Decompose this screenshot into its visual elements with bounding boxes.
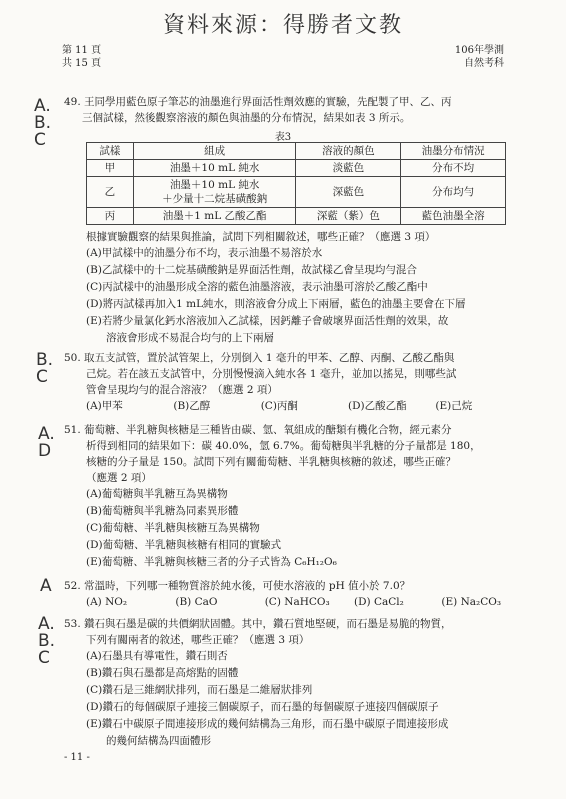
option-a: (A)甲苯 [86,400,123,412]
handwritten-answer-q53 [38,616,55,667]
option-e: (E)鑽石中碳原子間連接形成的幾何結構為三角形，而石墨中碳原子間連接形成 [86,718,449,730]
subject-name: 自然考科 [464,58,504,69]
handwritten-mark: B. [34,113,52,133]
table-cell: 分布均勻 [401,177,506,208]
table-header-cell: 油墨分布情況 [401,143,506,160]
question-line: 下列有關兩者的敘述，哪些正確？（應選 3 項） [86,634,310,646]
option-a: (A)甲試樣中的油墨分布不均，表示油墨不易溶於水 [86,247,323,259]
handwritten-answer-q50 [36,352,53,386]
option-d: (D) CaCl₂ [354,596,404,608]
option-e: (E) Na₂CO₃ [441,596,502,608]
option-a: (A) NO₂ [86,596,128,608]
option-e: (E)己烷 [435,400,473,412]
option-e-continued: 溶液會形成不易混合均勻的上下兩層 [106,332,274,344]
handwritten-answer-q52 [40,578,52,595]
option-c: (C)丙酮 [260,400,298,412]
options-row [64,398,472,415]
handwritten-answer-q51 [38,426,55,460]
option-a: (A)葡萄糖與半乳糖互為異構物 [86,488,228,500]
page-number: 第 11 頁 [62,45,102,56]
question-line: 己烷。若在該五支試管中，分別慢慢滴入純水各 1 毫升，並加以搖晃，則哪些試 [86,368,457,380]
question-51 [64,422,481,571]
option-d: (D)將丙試樣再加入1 mL純水，則溶液會分成上下兩層，藍色的油墨主要會在下層 [86,298,466,310]
question-line: （應選 2 項） [86,472,152,484]
question-line: 三個試樣，然後觀察溶液的顏色與油墨的分布情況，結果如表 3 所示。 [82,112,411,124]
option-c: (C)鑽石是三維網狀排列，而石墨是二維層狀排列 [86,684,313,696]
question-50 [64,350,472,415]
handwritten-mark: A. [38,424,55,444]
exam-name: 106年學測 [454,45,504,56]
table-cell: 乙 [87,177,134,208]
table-row [87,177,506,208]
table-cell: 深藍色 [296,177,401,208]
question-line: 50. 取五支試管，置於試管架上，分別倒入 1 毫升的甲苯、乙醇、丙酮、乙酸乙酯與 [64,352,455,364]
option-d: (D)乙酸乙酯 [348,400,407,412]
table-cell: 分布不均 [401,160,506,177]
table-cell: 深藍（紫）色 [296,208,401,225]
table-cell: 甲 [87,160,134,177]
option-e: (E)葡萄糖、半乳糖與核糖三者的分子式皆為 C₆H₁₂O₆ [86,556,337,568]
handwritten-mark: C [34,130,46,150]
option-b: (B)乙試樣中的十二烷基磺酸鈉是界面活性劑，故試樣乙會呈現均勻混合 [86,264,417,276]
handwritten-mark: B. [38,631,56,651]
question-line: 析得到相同的結果如下：碳 40.0%，氫 6.7%。葡萄糖與半乳糖的分子量都是 180， [86,440,481,452]
table-row [87,208,506,225]
handwritten-mark: C [36,367,48,387]
option-c: (C) NaHCO₃ [264,596,330,608]
question-line: 49. 王同學用藍色原子筆芯的油墨進行界面活性劑效應的實驗，先配製了甲、乙、丙 [64,96,452,108]
options-row [64,594,501,611]
handwritten-mark: D [38,441,52,461]
table-row [87,160,506,177]
option-d: (D)葡萄糖、半乳糖與核糖有相同的實驗式 [86,539,282,551]
question-line: 51. 葡萄糖、半乳糖與核糖是三種皆由碳、氫、氧組成的醣類有機化合物，經元素分 [64,424,452,436]
table-cell: 淡藍色 [296,160,401,177]
handwritten-mark: A. [38,614,55,634]
question-line: 53. 鑽石與石墨是碳的共價網狀固體。其中，鑽石質地堅硬，而石墨是易脆的物質， [64,618,452,630]
table-header-cell: 試樣 [87,143,134,160]
table-cell: 丙 [87,208,134,225]
table-cell: 油墨＋1 mL 乙酸乙酯 [133,208,296,225]
option-b: (B)葡萄糖與半乳糖為同素異形體 [86,505,239,517]
option-c: (C)丙試樣中的油墨形成全溶的藍色油墨溶液，表示油墨可溶於乙酸乙酯中 [86,281,428,293]
header-right [455,44,504,70]
page-footer: - 11 - [64,752,90,763]
option-b: (B)鑽石與石墨都是高熔點的固體 [86,667,239,679]
table-header-row [87,143,506,160]
option-c: (C)葡萄糖、半乳糖與核糖互為異構物 [86,522,260,534]
option-e-continued: 的幾何結構為四面體形 [106,735,211,747]
table-cell: 油墨＋10 mL 純水 [133,160,296,177]
header-left [62,44,101,70]
question-line: 核糖的分子量是 150。試問下列有關葡萄糖、半乳糖與核糖的敘述，哪些正確？ [86,456,456,468]
question-prompt: 根據實驗觀察的結果與推論，試問下列相關敘述，哪些正確？（應選 3 項） [86,231,436,243]
option-b: (B)乙醇 [173,400,211,412]
total-pages: 共 15 頁 [62,58,102,69]
table-header-cell: 溶液的顏色 [296,143,401,160]
option-b: (B) CaO [175,596,218,608]
question-49-body [86,229,466,347]
table-header-cell: 組成 [133,143,296,160]
question-49 [64,94,452,126]
results-table [86,142,506,225]
question-line: 52. 常溫時，下列哪一種物質溶於純水後，可使水溶液的 pH 值小於 7.0？ [64,580,411,592]
question-53 [64,616,452,750]
table-cell: 藍色油墨全溶 [401,208,506,225]
table-cell: 油墨＋10 mL 純水 ＋少量十二烷基磺酸鈉 [133,177,296,208]
handwritten-mark: B. [36,350,54,370]
question-line: 管會呈現均勻的混合溶液？（應選 2 項） [86,384,278,396]
option-a: (A)石墨具有導電性，鑽石則否 [86,650,228,662]
option-d: (D)鑽石的每個碳原子連接三個碳原子，而石墨的每個碳原子連接四個碳原子 [86,701,439,713]
watermark-source: 資料來源：得勝者文教 [162,13,403,38]
handwritten-mark: A. [34,96,51,116]
table-caption: 表3 [274,132,292,143]
handwritten-mark: A [40,576,52,596]
handwritten-mark: C [38,648,50,668]
option-e: (E)若將少量氯化鈣水溶液加入乙試樣，因鈣離子會破壞界面活性劑的效果，故 [86,315,449,327]
question-52 [64,578,501,611]
